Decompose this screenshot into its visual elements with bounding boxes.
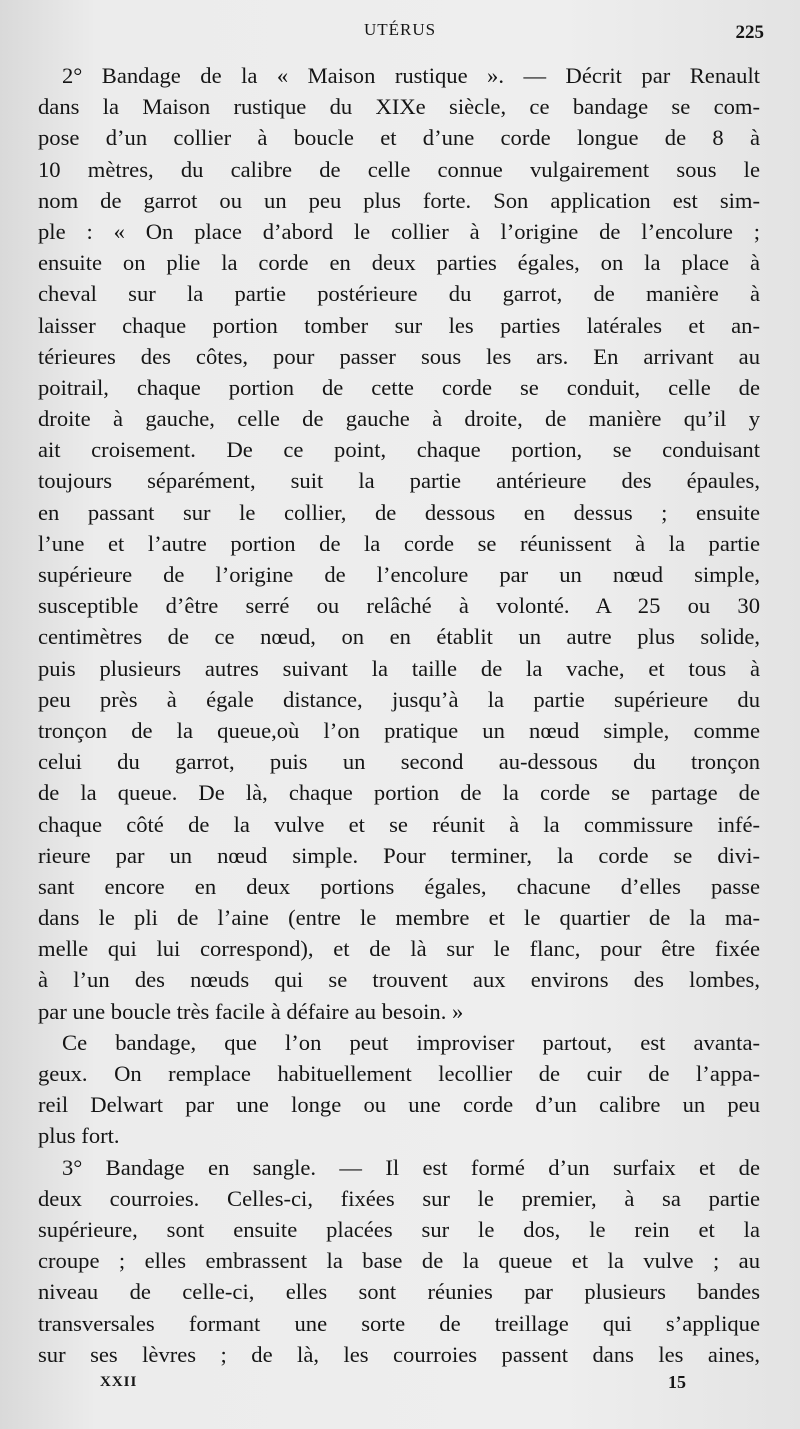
text-line: croupe ; elles embrassent la base de la queue et la vulve ; au — [38, 1248, 760, 1274]
text-line: ple : « On place d’abord le collier à l’origine de l’encolure ; — [38, 218, 760, 244]
text-line: térieures des côtes, pour passer sous les ars. En arrivant au — [38, 343, 760, 369]
text-line: supérieure, sont ensuite placées sur le dos, le rein et la — [38, 1216, 760, 1242]
running-head: UTÉRUS — [363, 20, 437, 39]
text-line: susceptible d’être serré ou relâché à volonté. A 25 ou 30 — [38, 593, 760, 619]
text-line: l’une et l’autre portion de la corde se réunissent à la partie — [38, 530, 760, 556]
page-number: 225 — [735, 22, 764, 43]
text-line: 2° Bandage de la « Maison rustique ». — Décrit par Renault — [62, 63, 760, 88]
text-line: sur ses lèvres ; de là, les courroies passent dans les aines, — [38, 1341, 760, 1367]
text-line: de la queue. De là, chaque portion de la corde se partage de — [38, 780, 760, 806]
text-line: supérieure de l’origine de l’encolure par un nœud simple, — [38, 562, 760, 587]
text-line: sant encore en deux portions égales, chacune d’elles passe — [38, 873, 760, 899]
text-line: pose d’un collier à boucle et d’une corde longue de 8 à — [38, 125, 760, 151]
text-line: à l’un des nœuds qui se trouvent aux environs des lombes, — [38, 967, 760, 993]
text-line: centimètres de ce nœud, on en établit un autre plus solide, — [38, 624, 760, 650]
page-footer — [0, 1374, 800, 1398]
text-line: 10 mètres, du calibre de celle connue vulgairement sous le — [38, 156, 760, 182]
text-line: puis plusieurs autres suivant la taille de la vache, et tous à — [38, 655, 760, 681]
text-line: deux courroies. Celles-ci, fixées sur le premier, à sa partie — [38, 1185, 760, 1211]
text-line: ensuite on plie la corde en deux parties égales, on la place à — [38, 250, 760, 276]
text-line: transversales formant une sorte de treillage qui s’applique — [38, 1310, 760, 1336]
text-line: toujours séparément, suit la partie antérieure des épaules, — [38, 468, 760, 494]
text-line: dans la Maison rustique du XIXe siècle, ce bandage se com- — [38, 94, 760, 120]
text-line: dans le pli de l’aine (entre le membre et le quartier de la ma- — [38, 905, 760, 931]
text-line: nom de garrot ou un peu plus forte. Son application est sim- — [38, 187, 760, 213]
text-line: melle qui lui correspond), et de là sur le flanc, pour être fixée — [38, 936, 760, 962]
text-line: ait croisement. De ce point, chaque portion, se conduisant — [38, 437, 760, 463]
text-line: chaque côté de la vulve et se réunit à la commissure infé- — [38, 811, 760, 837]
text-line: geux. On remplace habituellement lecollier de cuir de l’appa- — [38, 1061, 760, 1086]
sheet-number: 15 — [668, 1372, 686, 1392]
text-line: niveau de celle-ci, elles sont réunies par plusieurs bandes — [38, 1279, 760, 1305]
text-line: reil Delwart par une longe ou une corde d’un calibre un peu — [38, 1092, 760, 1118]
signature-mark: XXII — [100, 1374, 138, 1390]
text-line: laisser chaque portion tomber sur les parties latérales et an- — [38, 312, 760, 338]
text-line: plus fort. — [38, 1123, 120, 1149]
text-line: en passant sur le collier, de dessous en dessus ; ensuite — [38, 499, 760, 525]
text-line: celui du garrot, puis un second au-dessous du tronçon — [38, 749, 760, 775]
text-line: rieure par un nœud simple. Pour terminer, la corde se divi- — [38, 842, 760, 868]
text-line: cheval sur la partie postérieure du garrot, de manière à — [38, 281, 760, 307]
text-line: par une boucle très facile à défaire au besoin. » — [38, 998, 464, 1024]
text-line: Ce bandage, que l’on peut improviser partout, est avanta- — [62, 1029, 760, 1055]
text-line: peu près à égale distance, jusqu’à la partie supérieure du — [38, 686, 760, 712]
page-header — [0, 20, 800, 50]
text-line: tronçon de la queue,où l’on pratique un nœud simple, comme — [38, 717, 760, 743]
text-line: poitrail, chaque portion de cette corde se conduit, celle de — [38, 374, 760, 400]
text-line: droite à gauche, celle de gauche à droite, de manière qu’il y — [38, 406, 760, 432]
body-text — [38, 60, 760, 1370]
text-line: 3° Bandage en sangle. — Il est formé d’un surfaix et de — [62, 1154, 760, 1180]
